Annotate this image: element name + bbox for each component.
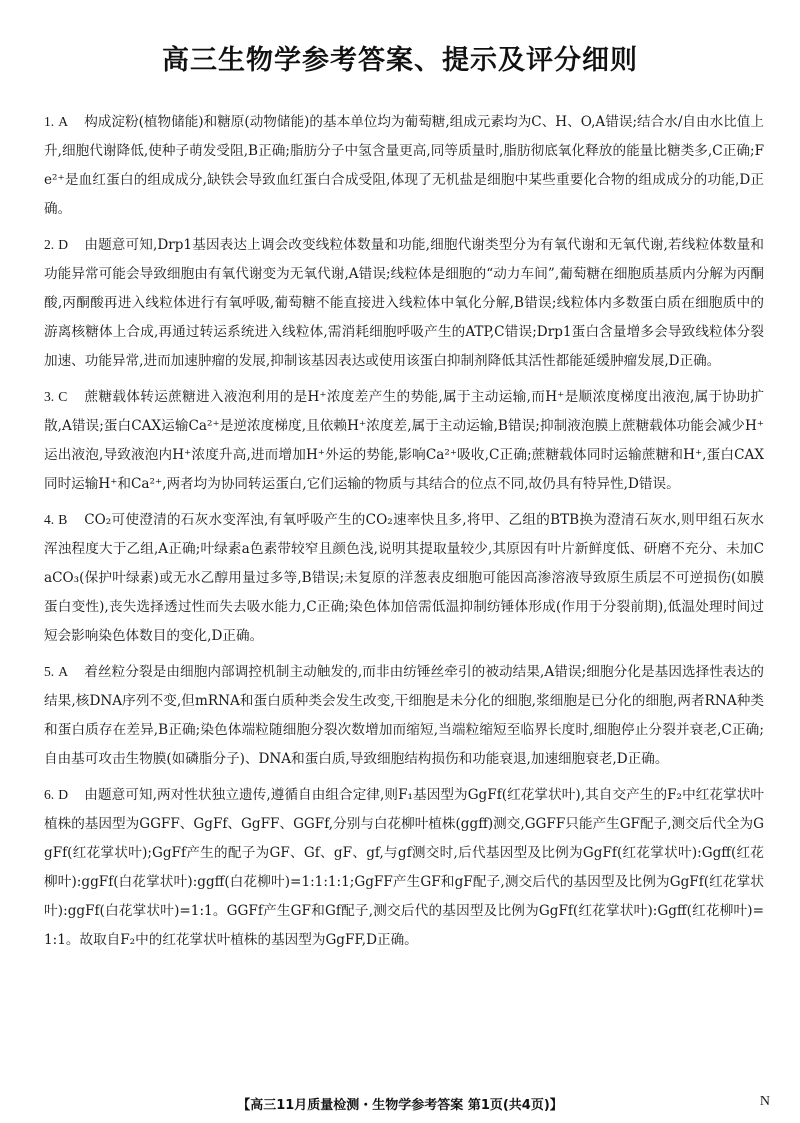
answer-explanation: 蔗糖载体转运蔗糖进入液泡利用的是H⁺浓度差产生的势能,属于主动运输,而H⁺是顺浓度梯度出液泡,属于协助扩散,A错误;蛋白CAX运输Ca²⁺是逆浓度梯度,且依赖H⁺浓度差,属于主动运输,B错误;抑制液泡膜上蔗糖载体功能会减少H⁺运出液泡,导致液泡内H⁺浓度升高,进而增加H⁺外运的势能,影响Ca²⁺吸收,C正确;蔗糖载体同时运输蔗糖和H⁺,蛋白CAX同时运输H⁺和Ca²⁺,两者均为协同转运蛋白,它们运输的物质与其结合的位点不同,故仍具有特异性,D错误。 <box>44 389 764 492</box>
answer-number: 5. <box>44 664 55 679</box>
answer-number: 1. <box>44 114 55 129</box>
answer-choice: B <box>58 512 68 527</box>
answer-list <box>36 107 764 955</box>
footer-version-letter: N <box>759 1094 770 1109</box>
answer-number: 4. <box>44 512 55 527</box>
answer-choice: A <box>58 114 69 129</box>
answer-number: 6. <box>44 787 55 802</box>
answer-explanation: CO₂可使澄清的石灰水变浑浊,有氧呼吸产生的CO₂速率快且多,将甲、乙组的BTB换为澄清石灰水,则甲组石灰水浑浊程度大于乙组,A正确;叶绿素a色素带较窄且颜色浅,说明其提取量较少,其原因有叶片新鲜度低、研磨不充分、未加CaCO₃(保护叶绿素)或无水乙醇用量过多等,B错误;未复原的洋葱表皮细胞可能因高渗溶液导致原生质层不可逆损伤(如膜蛋白变性),丧失选择透过性而失去吸水能力,C正确;染色体加倍需低温抑制纺锤体形成(作用于分裂前期),低温处理时间过短会影响染色体数目的变化,D正确。 <box>44 512 764 644</box>
answer-choice: A <box>58 664 69 679</box>
answer-choice: C <box>58 389 68 404</box>
answer-item <box>36 780 764 955</box>
page-footer: 【高三11月质量检测・生物学参考答案 第1页(共4页)】 <box>237 1098 563 1113</box>
answer-explanation: 构成淀粉(植物储能)和糖原(动物储能)的基本单位均为葡萄糖,组成元素均为C、H、O,A错误;结合水/自由水比值上升,细胞代谢降低,使种子萌发受阻,B正确;脂肪分子中氢含量更高,同等质量时,脂肪彻底氧化释放的能量比糖类多,C正确;Fe²⁺是血红蛋白的组成成分,缺铁会导致血红蛋白合成受阻,体现了无机盐是细胞中某些重要化合物的组成成分的功能,D正确。 <box>44 114 764 217</box>
answer-choice: D <box>58 237 69 252</box>
answer-item <box>36 657 764 774</box>
answer-choice: D <box>58 787 69 802</box>
answer-number: 2. <box>44 237 55 252</box>
answer-item <box>36 230 764 376</box>
answer-explanation: 由题意可知,两对性状独立遗传,遵循自由组合定律,则F₁基因型为GgFf(红花掌状叶),其自交产生的F₂中红花掌状叶植株的基因型为GGFF、GgFf、GgFF、GGFf,分别与白花柳叶植株(ggff)测交,GGFF只能产生GF配子,测交后代全为GgFf(红花掌状叶);GgFf产生的配子为GF、Gf、gF、gf,与gf测交时,后代基因型及比例为GgFf(红花掌状叶):Ggff(红花柳叶):ggFf(白花掌状叶):ggff(白花柳叶)=1:1:1:1;GgFF产生GF和gF配子,测交后代的基因型及比例为GgFf(红花掌状叶):ggFf(白花掌状叶)=1:1。GGFf产生GF和Gf配子,测交后代的基因型及比例为GgFf(红花掌状叶):Ggff(红花柳叶)=1:1。故取自F₂中的红花掌状叶植株的基因型为GgFF,D正确。 <box>44 787 764 948</box>
answer-item <box>36 382 764 499</box>
page-title: 高三生物学参考答案、提示及评分细则 <box>162 45 638 76</box>
answer-number: 3. <box>44 389 55 404</box>
answer-item <box>36 505 764 651</box>
answer-explanation: 由题意可知,Drp1基因表达上调会改变线粒体数量和功能,细胞代谢类型分为有氧代谢和无氧代谢,若线粒体数量和功能异常可能会导致细胞由有氧代谢变为无氧代谢,A错误;线粒体是细胞的“动力车间”,葡萄糖在细胞质基质内分解为丙酮酸,丙酮酸再进入线粒体进行有氧呼吸,葡萄糖不能直接进入线粒体中氧化分解,B错误;线粒体内多数蛋白质在细胞质中的游离核糖体上合成,再通过转运系统进入线粒体,需消耗细胞呼吸产生的ATP,C错误;Drp1蛋白含量增多会导致线粒体分裂加速、功能异常,进而加速肿瘤的发展,抑制该基因表达或使用该蛋白抑制剂降低其活性都能延缓肿瘤发展,D正确。 <box>44 237 764 369</box>
answer-explanation: 着丝粒分裂是由细胞内部调控机制主动触发的,而非由纺锤丝牵引的被动结果,A错误;细胞分化是基因选择性表达的结果,核DNA序列不变,但mRNA和蛋白质种类会发生改变,干细胞是未分化的细胞,浆细胞是已分化的细胞,两者RNA种类和蛋白质存在差异,B正确;染色体端粒随细胞分裂次数增加而缩短,当端粒缩短至临界长度时,细胞停止分裂并衰老,C正确;自由基可攻击生物膜(如磷脂分子)、DNA和蛋白质,导致细胞结构损伤和功能衰退,加速细胞衰老,D正确。 <box>44 664 764 767</box>
answer-item <box>36 107 764 224</box>
